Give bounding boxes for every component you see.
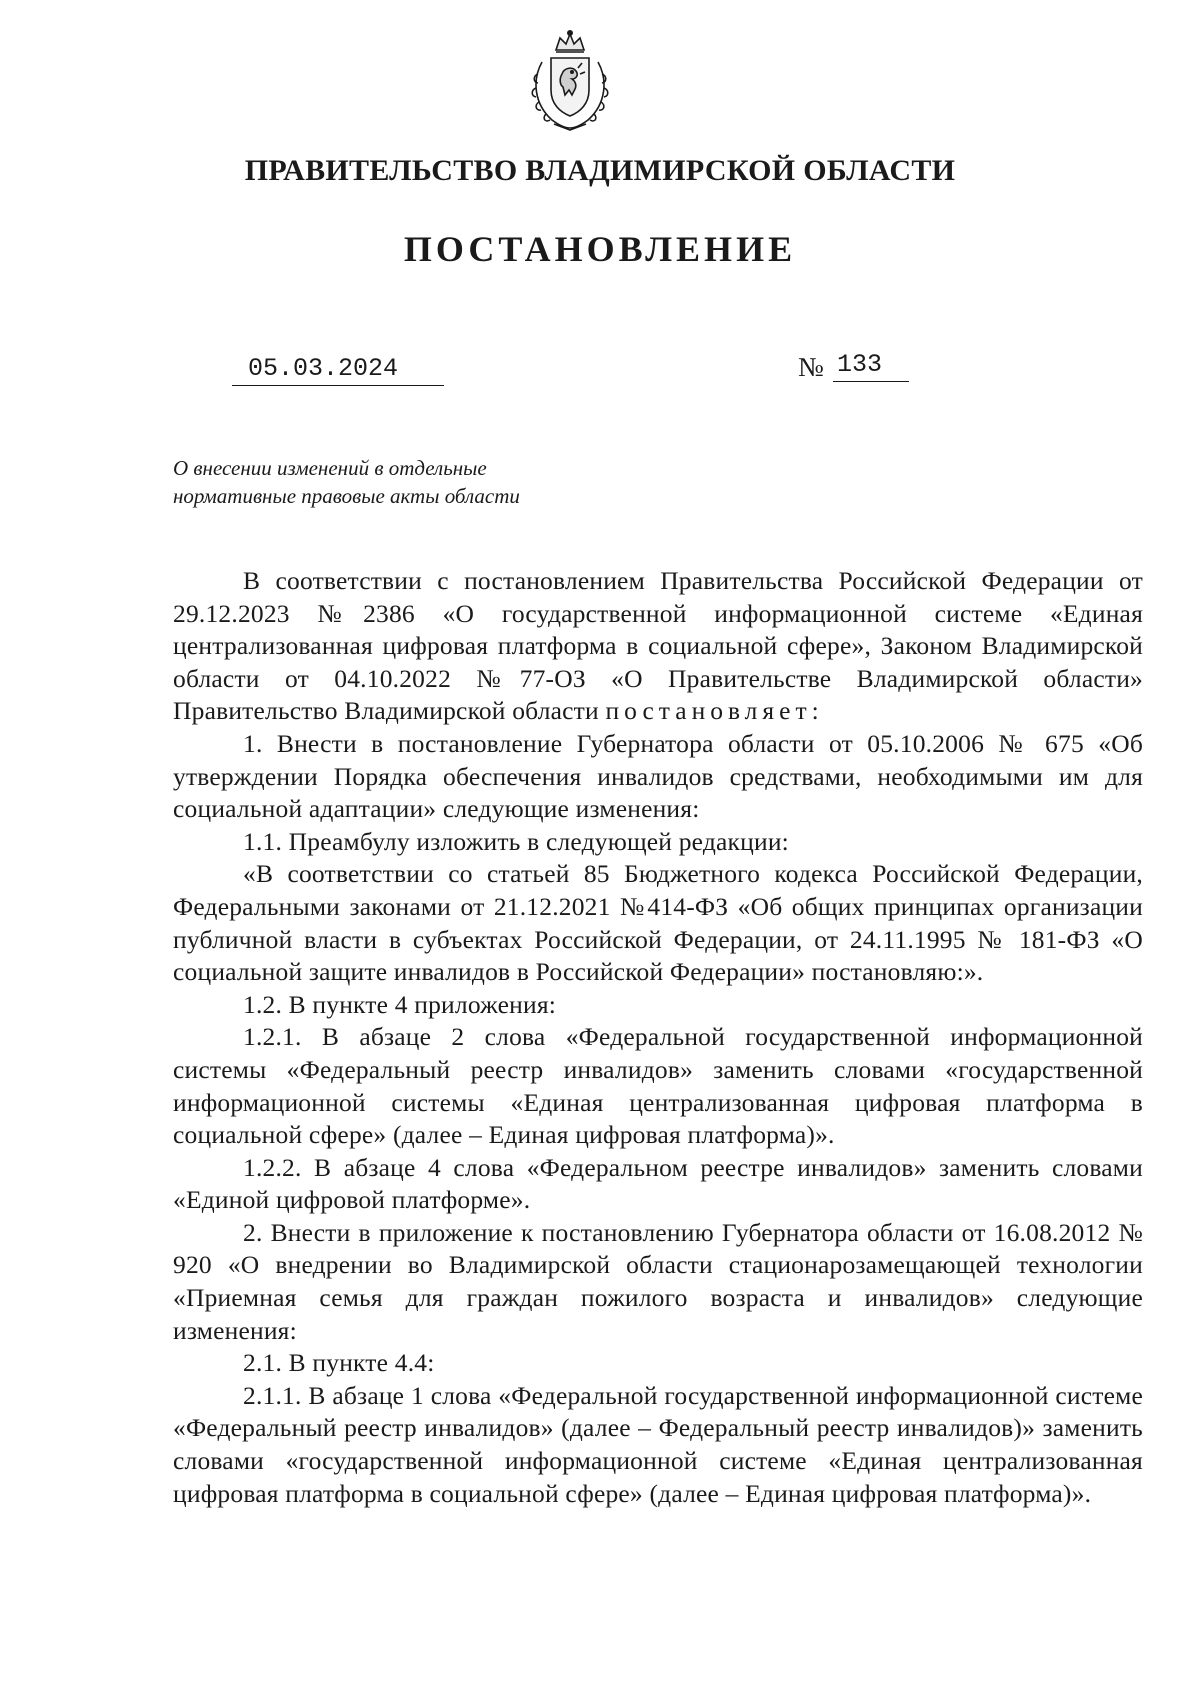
document-date: 05.03.2024 <box>232 354 444 386</box>
body-paragraph: 1.1. Преамбулу изложить в следующей редакции: <box>243 826 789 856</box>
body-paragraph: 2.1. В пункте 4.4: <box>243 1348 435 1378</box>
document-subject <box>173 454 520 510</box>
body-paragraph: 1.2.2. В абзаце 4 слова «Федеральном реестре инвалидов» заменить словами «Единой цифровой платформе». <box>173 1152 1143 1215</box>
coat-of-arms-icon <box>524 28 616 134</box>
organization-title: ПРАВИТЕЛЬСТВО ВЛАДИМИРСКОЙ ОБЛАСТИ <box>244 154 956 187</box>
preamble-verb: постановляет: <box>605 696 824 726</box>
preamble-text: В соответствии с постановлением Правительства Российской Федерации от 29.12.2023 №2386 «О государственной информационной системе «Единая централизованная цифровая платформа в социальной сфере», Законом Владимирской области от 04.10.2022 №77-ОЗ «О Правительстве Владимирской области» Правительство Владимирской области <box>173 566 1143 726</box>
number-sign: № <box>798 352 824 382</box>
body-paragraph: 2.1.1. В абзаце 1 слова «Федеральной государственной информационной системе «Федеральный реестр инвалидов» (далее – Федеральный реестр инвалидов)» заменить словами «государственной информационной системе «Единая централизованная цифровая платформа в социальной сфере» (далее – Единая цифровая платформа)». <box>173 1380 1143 1508</box>
body-paragraph: 1.2.1. В абзаце 2 слова «Федеральной государственной информационной системы «Федеральный реестр инвалидов» заменить словами «государственной информационной системы «Единая централизованная цифровая платформа в социальной сфере» (далее – Единая цифровая платформа)». <box>173 1022 1143 1150</box>
document-number: 133 <box>833 350 909 382</box>
body-paragraph: 1. Внести в постановление Губернатора области от 05.10.2006 № 675 «Об утверждении Порядка обеспечения инвалидов средствами, необходимыми им для социальной адаптации» следующие изменения: <box>173 728 1143 824</box>
preamble-paragraph <box>173 565 1143 728</box>
subject-line: О внесении изменений в отдельные <box>173 456 487 480</box>
document-body <box>173 565 1143 1510</box>
body-paragraph: «В соответствии со статьей 85 Бюджетного кодекса Российской Федерации, Федеральными законами от 21.12.2021 №414-ФЗ «Об общих принципах организации публичной власти в субъектах Российской Федерации, от 24.11.1995 № 181-ФЗ «О социальной защите инвалидов в Российской Федерации» постановляю:». <box>173 859 1143 987</box>
body-paragraph: 2. Внести в приложение к постановлению Губернатора области от 16.08.2012 № 920 «О внедрении во Владимирской области стационарозамещающей технологии «Приемная семья для граждан пожилого возраста и инвалидов» следующие изменения: <box>173 1217 1143 1345</box>
document-type-title: ПОСТАНОВЛЕНИЕ <box>403 229 797 269</box>
body-paragraph: 1.2. В пункте 4 приложения: <box>243 989 557 1019</box>
subject-line: нормативные правовые акты области <box>173 484 520 508</box>
